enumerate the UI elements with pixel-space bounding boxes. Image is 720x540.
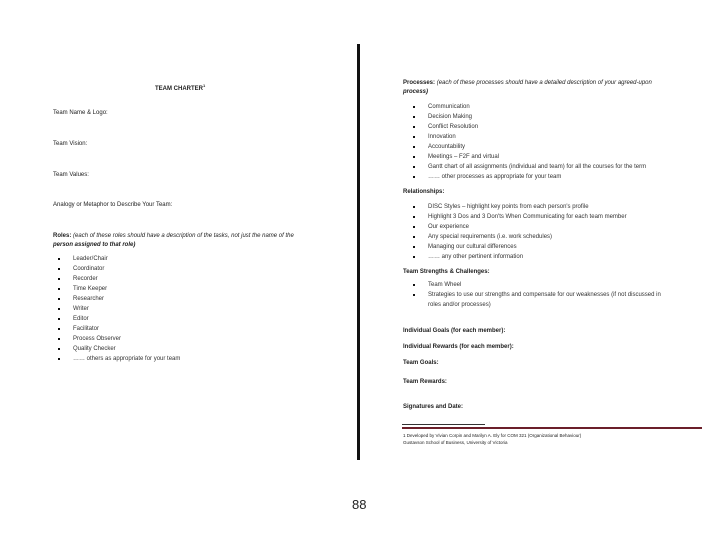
list-item: Our experience: [411, 222, 627, 232]
list-item: Team Wheel: [411, 280, 661, 290]
individual-rewards: Individual Rewards (for each member):: [403, 344, 514, 350]
list-item: Decision Making: [411, 112, 646, 122]
list-item: Gantt chart of all assignments (individual and team) for all the courses for the term: [411, 162, 646, 172]
list-item: Facilitator: [56, 324, 180, 334]
list-item: Innovation: [411, 132, 646, 142]
list-item: Managing our cultural differences: [411, 242, 627, 252]
processes-note: process): [403, 89, 429, 95]
strengths-cont: roles and/or processes): [428, 302, 491, 308]
roles-list: [56, 254, 180, 364]
processes-list: [411, 102, 646, 182]
list-item: Communication: [411, 102, 646, 112]
analogy-field: Analogy or Metaphor to Describe Your Team:: [53, 202, 173, 208]
list-item: Process Observer: [56, 334, 180, 344]
list-item: Researcher: [56, 294, 180, 304]
list-item: Highlight 3 Dos and 3 Don'ts When Communicating for each team member: [411, 212, 627, 222]
list-item: DISC Styles – highlight key points from each person's profile: [411, 202, 627, 212]
list-item: Coordinator: [56, 264, 180, 274]
team-values-field: Team Values:: [53, 172, 89, 178]
footer-rule: [402, 427, 702, 429]
team-rewards: Team Rewards:: [403, 379, 447, 385]
team-vision-field: Team Vision:: [53, 141, 88, 147]
roles-note: person assigned to that role): [53, 242, 136, 248]
list-item: Conflict Resolution: [411, 122, 646, 132]
strengths-heading: Team Strengths & Challenges:: [403, 269, 490, 275]
list-item: Time Keeper: [56, 284, 180, 294]
footnote-affiliation: Gustavson School of Business, University of Victoria: [403, 440, 508, 445]
list-item: …… other processes as appropriate for your team: [411, 172, 646, 182]
relationships-list: [411, 202, 627, 262]
individual-goals: Individual Goals (for each member):: [403, 328, 506, 334]
list-item: Meetings – F2F and virtual: [411, 152, 646, 162]
list-item: …… any other pertinent information: [411, 252, 627, 262]
footnote: 1 Developed by Vivian Corpin and Marilyn A. Ely for COM 321 (Organizational Behaviour): [403, 433, 582, 438]
document-title: TEAM CHARTER$^1$: [155, 83, 206, 92]
page-number: 88: [352, 497, 367, 512]
list-item: Writer: [56, 304, 180, 314]
list-item: Strategies to use our strengths and compensate for our weaknesses (if not discussed in: [411, 290, 661, 300]
list-item: Leader/Chair: [56, 254, 180, 264]
signature-line: [402, 424, 485, 425]
list-item: Editor: [56, 314, 180, 324]
list-item: Quality Checker: [56, 344, 180, 354]
page-divider: [357, 44, 360, 460]
list-item: …… others as appropriate for your team: [56, 354, 180, 364]
list-item: Accountability: [411, 142, 646, 152]
list-item: Any special requirements (i.e. work schedules): [411, 232, 627, 242]
team-goals: Team Goals:: [403, 360, 439, 366]
strengths-list: [411, 280, 661, 300]
signatures: Signatures and Date:: [403, 404, 464, 410]
processes-heading: Processes: (each of these processes should have a detailed description of your agreed-upon: [403, 80, 652, 86]
roles-heading: Roles: (each of these roles should have a description of the tasks, not just the name of the: [53, 233, 294, 239]
team-name-field: Team Name & Logo:: [53, 110, 108, 116]
relationships-heading: Relationships:: [403, 189, 445, 195]
list-item: Recorder: [56, 274, 180, 284]
